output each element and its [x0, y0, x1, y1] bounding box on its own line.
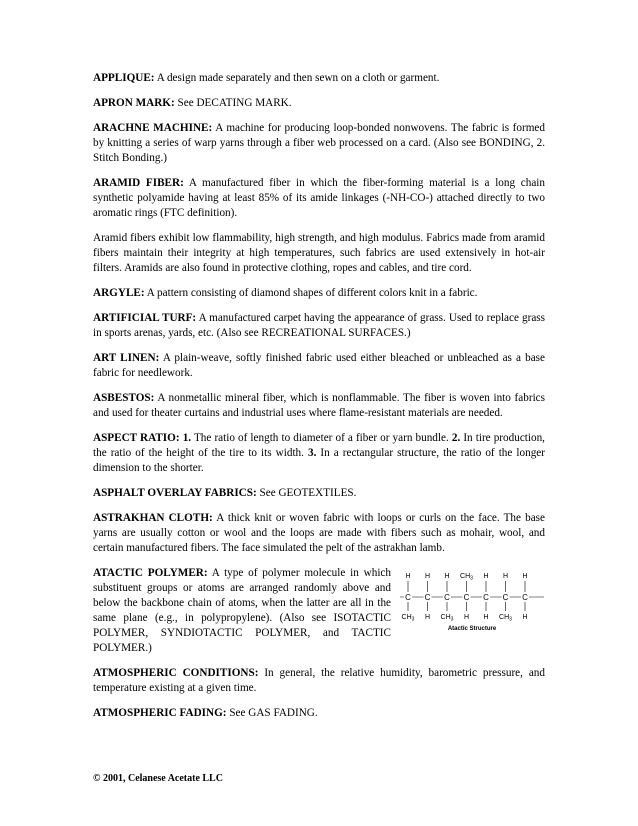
- entry-term: ART LINEN:: [93, 352, 160, 364]
- bottom-substituent: H: [483, 614, 489, 621]
- entry-term: ASPHALT OVERLAY FABRICS:: [93, 487, 257, 499]
- entry-term: APRON MARK:: [93, 97, 175, 109]
- entry-text: A plain-weave, softly finished fabric used either bleached or unbleached as a base fabric for needlework.: [93, 352, 545, 379]
- entry-term: ATACTIC POLYMER:: [93, 567, 208, 579]
- entry-text: A manufactured carpet having the appearance of grass. Used to replace grass in sports arenas, yards, etc. (Also see RECREATIONAL SURFACES.): [93, 312, 546, 339]
- carbon-atom: C: [522, 593, 528, 602]
- carbon-atom: C: [405, 593, 411, 602]
- entry-astrakhan-cloth: [93, 511, 545, 556]
- bottom-substituent: $CH_3$: [499, 614, 512, 623]
- bottom-substituent: $CH_3$: [401, 614, 415, 623]
- entry-text: See GEOTEXTILES.: [256, 487, 357, 499]
- entry-atmospheric-fading: [93, 706, 545, 721]
- carbon-atom: C: [444, 593, 450, 602]
- entry-aramid-fiber: [93, 176, 545, 221]
- entry-term: ARGYLE:: [93, 287, 145, 299]
- entry-arachne-machine: [93, 121, 545, 166]
- subscript: 3: [509, 616, 512, 623]
- bottom-substituent: H: [424, 614, 431, 621]
- entry-argyle: [93, 286, 545, 301]
- footer-copyright: © 2001, Celanese Acetate LLC: [93, 773, 223, 784]
- entry-text: In general, the relative humidity, barometric pressure, and temperature existing at a given time.: [93, 667, 545, 694]
- entry-text: A pattern consisting of diamond shapes of different colors knit in a fabric.: [144, 287, 478, 299]
- carbon-atom: C: [463, 593, 470, 602]
- entry-asphalt-overlay: [93, 486, 545, 501]
- entry-term: ARAMID FIBER:: [93, 177, 184, 189]
- top-substituent: H: [424, 573, 431, 580]
- top-substituent: H: [405, 573, 411, 580]
- entry-term: ASBESTOS:: [93, 392, 155, 404]
- bottom-substituent: H: [463, 614, 470, 621]
- entry-artificial-turf: [93, 311, 545, 341]
- atactic-structure-svg: [398, 570, 546, 632]
- subscript: 3: [450, 616, 454, 623]
- entry-aramid-paragraph: [93, 231, 545, 276]
- entry-term: ATMOSPHERIC CONDITIONS:: [93, 667, 259, 679]
- entry-text: A design made separately and then sewn on a cloth or garment.: [154, 72, 440, 84]
- top-substituent: H: [522, 573, 528, 580]
- entry-text: A machine for producing loop-bonded nonwovens. The fabric is formed by knitting a series of warp yarns through a fiber web processed on a card. (Also see BONDING, 2. Stitch Bonding.): [93, 122, 545, 164]
- entry-term: ATMOSPHERIC FADING:: [93, 707, 227, 719]
- bottom-substituent: H: [522, 614, 528, 621]
- entry-text: The ratio of length to diameter of a fiber or yarn bundle.: [191, 432, 452, 444]
- carbon-atom: C: [483, 593, 489, 602]
- subscript: 3: [470, 575, 473, 582]
- glossary-page: [93, 71, 545, 731]
- entry-asbestos: [93, 391, 545, 421]
- entry-applique: [93, 71, 545, 86]
- bottom-substituent: $CH_3$: [440, 614, 454, 623]
- entry-apron-mark: [93, 96, 545, 111]
- definition-number: 1.: [182, 432, 192, 444]
- entry-text: A type of polymer molecule in which substituent groups or atoms are arranged randomly above and below the backbone chain of atoms, when the latter are all in the same plane (e.g., in polypropylene). (Also see ISOTACTIC POLYMER, SYNDIOTACTIC POLYMER, and TACTIC POLYMER.): [93, 567, 391, 654]
- entry-aspect-ratio: [93, 431, 545, 476]
- entry-term: ARACHNE MACHINE:: [93, 122, 213, 134]
- definition-number: 2.: [451, 432, 461, 444]
- entry-term: ARTIFICIAL TURF:: [93, 312, 197, 324]
- entry-term: ASTRAKHAN CLOTH:: [93, 512, 213, 524]
- entry-text: Aramid fibers exhibit low flammability, high strength, and high modulus. Fabrics made from aramid fibers maintain their integrity at high temperatures, such fabrics are used extensively in hot-air filters. Aramids are also found in protective clothing, ropes and cables, and tire cord.: [93, 232, 545, 274]
- entry-text: See GAS FADING.: [226, 707, 318, 719]
- carbon-atom: C: [502, 593, 509, 602]
- subscript: 3: [411, 616, 415, 623]
- entry-text: In a rectangular structure, the ratio of the longer dimension to the shorter.: [93, 447, 545, 474]
- entry-atmospheric-conditions: [93, 666, 545, 696]
- entry-text: In tire production, the ratio of the height of the tire to its width.: [93, 432, 545, 459]
- top-substituent: H: [502, 573, 509, 580]
- definition-number: 3.: [307, 447, 317, 459]
- top-substituent: H: [444, 573, 450, 580]
- entry-term: APPLIQUE:: [93, 72, 155, 84]
- entry-term: ASPECT RATIO:: [93, 432, 180, 444]
- atactic-text: [93, 566, 391, 656]
- top-substituent: $CH_3$: [460, 573, 473, 582]
- diagram-caption: Atactic Structure: [447, 626, 497, 632]
- entry-text: See DECATING MARK.: [174, 97, 292, 109]
- carbon-atom: C: [424, 593, 431, 602]
- entry-text: A nonmetallic mineral fiber, which is nonflammable. The fiber is woven into fabrics and used for theater curtains and industrial uses where flame-resistant materials are needed.: [93, 392, 545, 419]
- entry-art-linen: [93, 351, 545, 381]
- atactic-structure-diagram: [398, 570, 546, 632]
- top-substituent: H: [483, 573, 489, 580]
- entry-atactic-polymer: [93, 566, 545, 656]
- entry-text: A manufactured fiber in which the fiber-forming material is a long chain synthetic polyamide having at least 85% of its amide linkages (-NH-CO-) attached directly to two aromatic rings (FTC definition).: [93, 177, 545, 219]
- entry-text: A thick knit or woven fabric with loops or curls on the face. The base yarns are usually cotton or wool and the loops are made with fibers such as mohair, wool, and certain manufactured fibers. The face simulated the pelt of the astrakhan lamb.: [93, 512, 545, 554]
